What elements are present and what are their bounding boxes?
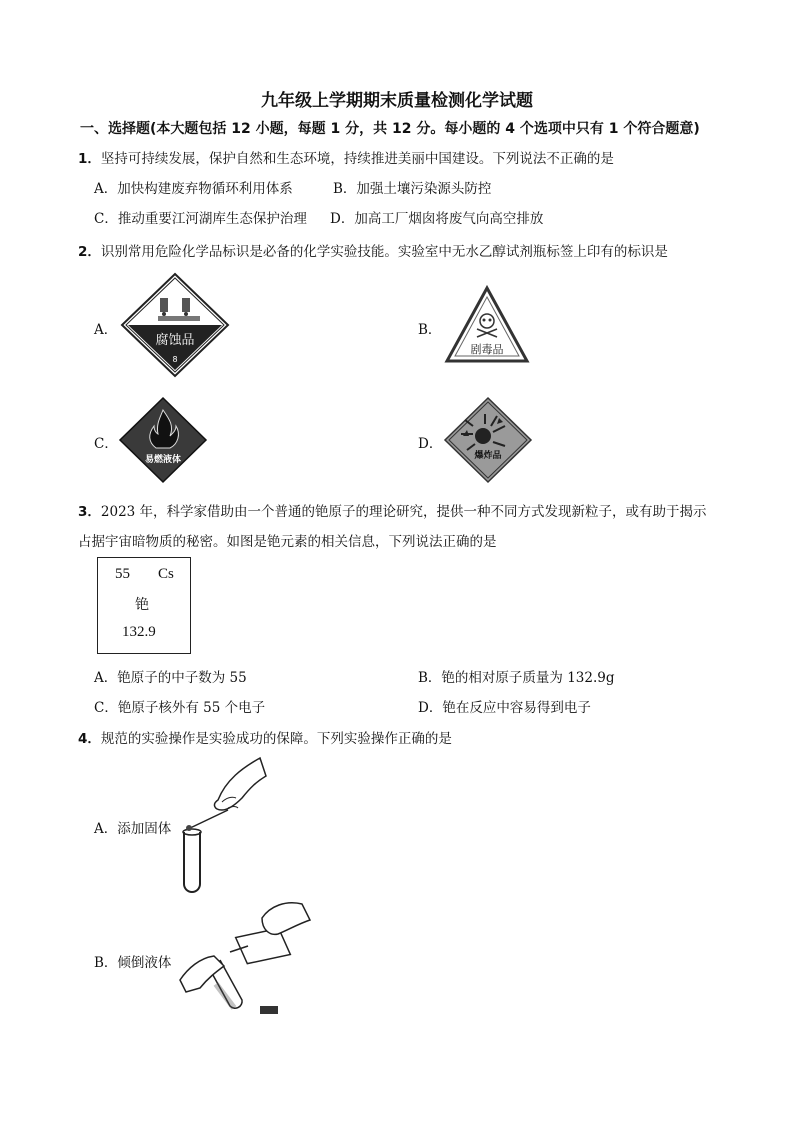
option-1b[interactable]: B．加强土壤污染源头防控	[333, 181, 492, 197]
sign-label: 剧毒品	[470, 343, 504, 356]
option-3b[interactable]: B．铯的相对原子质量为 132.9g	[418, 670, 615, 686]
sign-class-number: 8	[172, 355, 178, 364]
flammable-liquid-sign-icon	[118, 396, 208, 484]
explosive-sign-icon	[443, 396, 533, 484]
option-4a[interactable]: A．添加固体	[94, 821, 172, 837]
option-3d[interactable]: D．铯在反应中容易得到电子	[418, 700, 591, 716]
corrosive-sign-icon	[120, 272, 230, 378]
question-4	[78, 727, 452, 747]
question-3-line2: 占据宇宙暗物质的秘密。如图是铯元素的相关信息，下列说法正确的是	[78, 534, 497, 550]
adding-solid-illustration-icon	[176, 752, 268, 896]
option-1c[interactable]: C．推动重要江河湖库生态保护治理	[94, 211, 307, 227]
element-symbol: Cs	[158, 566, 174, 582]
question-stem: 规范的实验操作是实验成功的保障。下列实验操作正确的是	[100, 731, 452, 747]
question-stem: 坚持可持续发展，保护自然和生态环境，持续推进美丽中国建设。下列说法不正确的是	[100, 151, 614, 167]
question-number: 3．	[78, 504, 101, 520]
question-stem: 识别常用危险化学品标识是必备的化学实验技能。实验室中无水乙醇试剂瓶标签上印有的标识是	[100, 244, 668, 260]
option-1a[interactable]: A．加快构建废弃物循环利用体系	[94, 181, 293, 197]
question-stem-line1: 2023 年，科学家借助由一个普通的铯原子的理论研究，提供一种不同方式发现新粒子，或有助于揭示	[100, 504, 707, 520]
question-3	[78, 500, 707, 520]
atomic-number: 55	[115, 566, 130, 582]
question-1	[78, 147, 614, 167]
page-title: 九年级上学期期末质量检测化学试题	[261, 91, 533, 111]
option-2b[interactable]: B．	[418, 322, 442, 338]
pouring-liquid-illustration-icon	[178, 896, 328, 1020]
option-2c[interactable]: C．	[94, 436, 118, 452]
question-number: 4．	[78, 731, 101, 747]
question-number: 2．	[78, 244, 101, 260]
option-2a[interactable]: A．	[94, 322, 118, 338]
sign-label: 爆炸品	[474, 451, 502, 461]
option-3c[interactable]: C．铯原子核外有 55 个电子	[94, 700, 266, 716]
section-heading: 一、选择题(本大题包括 12 小题，每题 1 分，共 12 分。每小题的 4 个选项中只有 1 个符合题意)	[80, 121, 700, 137]
option-3a[interactable]: A．铯原子的中子数为 55	[94, 670, 247, 686]
sign-label: 腐蚀品	[155, 333, 195, 348]
question-number: 1．	[78, 151, 101, 167]
option-1d[interactable]: D．加高工厂烟囱将废气向高空排放	[330, 211, 544, 227]
question-2	[78, 240, 668, 260]
option-2d[interactable]: D．	[418, 436, 443, 452]
sign-label: 易燃液体	[144, 455, 182, 465]
option-4b[interactable]: B．倾倒液体	[94, 955, 172, 971]
element-name: 铯	[135, 597, 149, 613]
element-card	[97, 557, 191, 654]
toxic-sign-icon	[444, 285, 530, 365]
atomic-mass: 132.9	[122, 624, 156, 640]
